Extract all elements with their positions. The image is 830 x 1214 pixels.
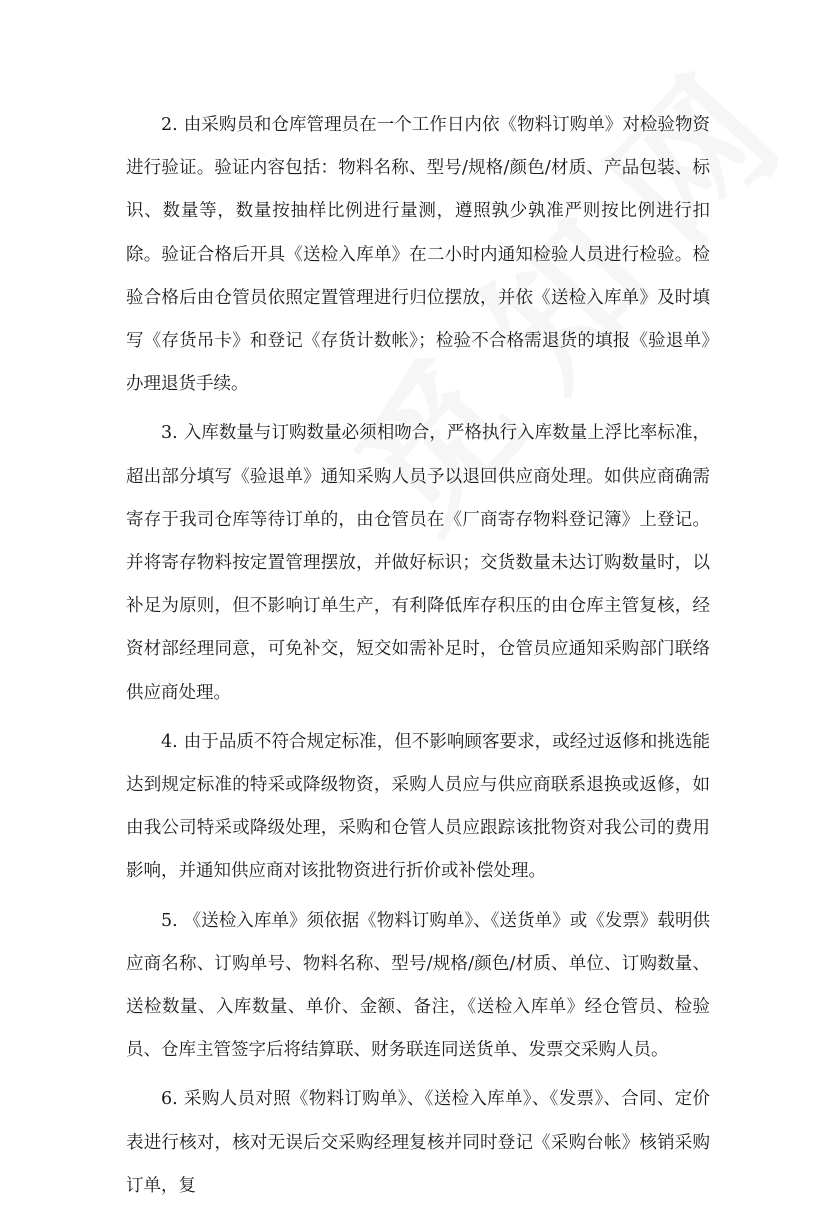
item-number: 5.	[161, 910, 178, 931]
paragraph-text: 入库数量与订购数量必须相吻合，严格执行入库数量上浮比率标准，超出部分填写《验退单》通知采购人员予以退回供应商处理。如供应商确需寄存于我司仓库等待订单的，由仓管员在《厂商寄存物料登记簿》上登记。并将寄存物料按定置管理摆放，并做好标识；交货数量未达订购数量时，以补足为原则，但不影响订单生产，有利降低库存积压的由仓库主管复核，经资材部经理同意，可免补交，短交如需补足时，仓管员应通知采购部门联络供应商处理。	[126, 423, 710, 703]
paragraph-text: 《送检入库单》须依据《物料订购单》、《送货单》或《发票》载明供应商名称、订购单号、物料名称、型号/规格/颜色/材质、单位、订购数量、送检数量、入库数量、单价、金额、备注，《送检入库单》经仓管员、检验员、仓库主管签字后将结算联、财务联连同送货单、发票交采购人员。	[126, 910, 710, 1061]
paragraph-item-5	[126, 900, 710, 1073]
paragraph-item-3	[126, 412, 710, 714]
paragraph-item-6	[126, 1078, 710, 1208]
paragraph-text: 采购人员对照《物料订购单》、《送检入库单》、《发票》、合同、定价表进行核对，核对无误后交采购经理复核并同时登记《采购台帐》核销采购订单，复	[126, 1089, 710, 1196]
item-number: 3.	[161, 423, 178, 444]
paragraph-text: 由于品质不符合规定标准，但不影响顾客要求，或经过返修和挑选能达到规定标准的特采或降级物资，采购人员应与供应商联系退换或返修，如由我公司特采或降级处理，采购和仓管人员应跟踪该批物资对我公司的费用影响，并通知供应商对该批物资进行折价或补偿处理。	[126, 731, 710, 882]
item-number: 4.	[161, 731, 178, 752]
paragraph-text: 由采购员和仓库管理员在一个工作日内依《物料订购单》对检验物资进行验证。验证内容包括：物料名称、型号/规格/颜色/材质、产品包装、标识、数量等，数量按抽样比例进行量测，遵照孰少孰准严则按比例进行扣除。验证合格后开具《送检入库单》在二小时内通知检验人员进行检验。检验合格后由仓管员依照定置管理进行归位摆放，并依《送检入库单》及时填写《存货吊卡》和登记《存货计数帐》；检验不合格需退货的填报《验退单》办理退货手续。	[126, 115, 710, 395]
paragraph-item-2	[126, 104, 710, 406]
paragraph-item-4	[126, 721, 710, 894]
item-number: 6.	[161, 1089, 178, 1110]
item-number: 2.	[161, 115, 178, 135]
document-body	[126, 104, 710, 1214]
